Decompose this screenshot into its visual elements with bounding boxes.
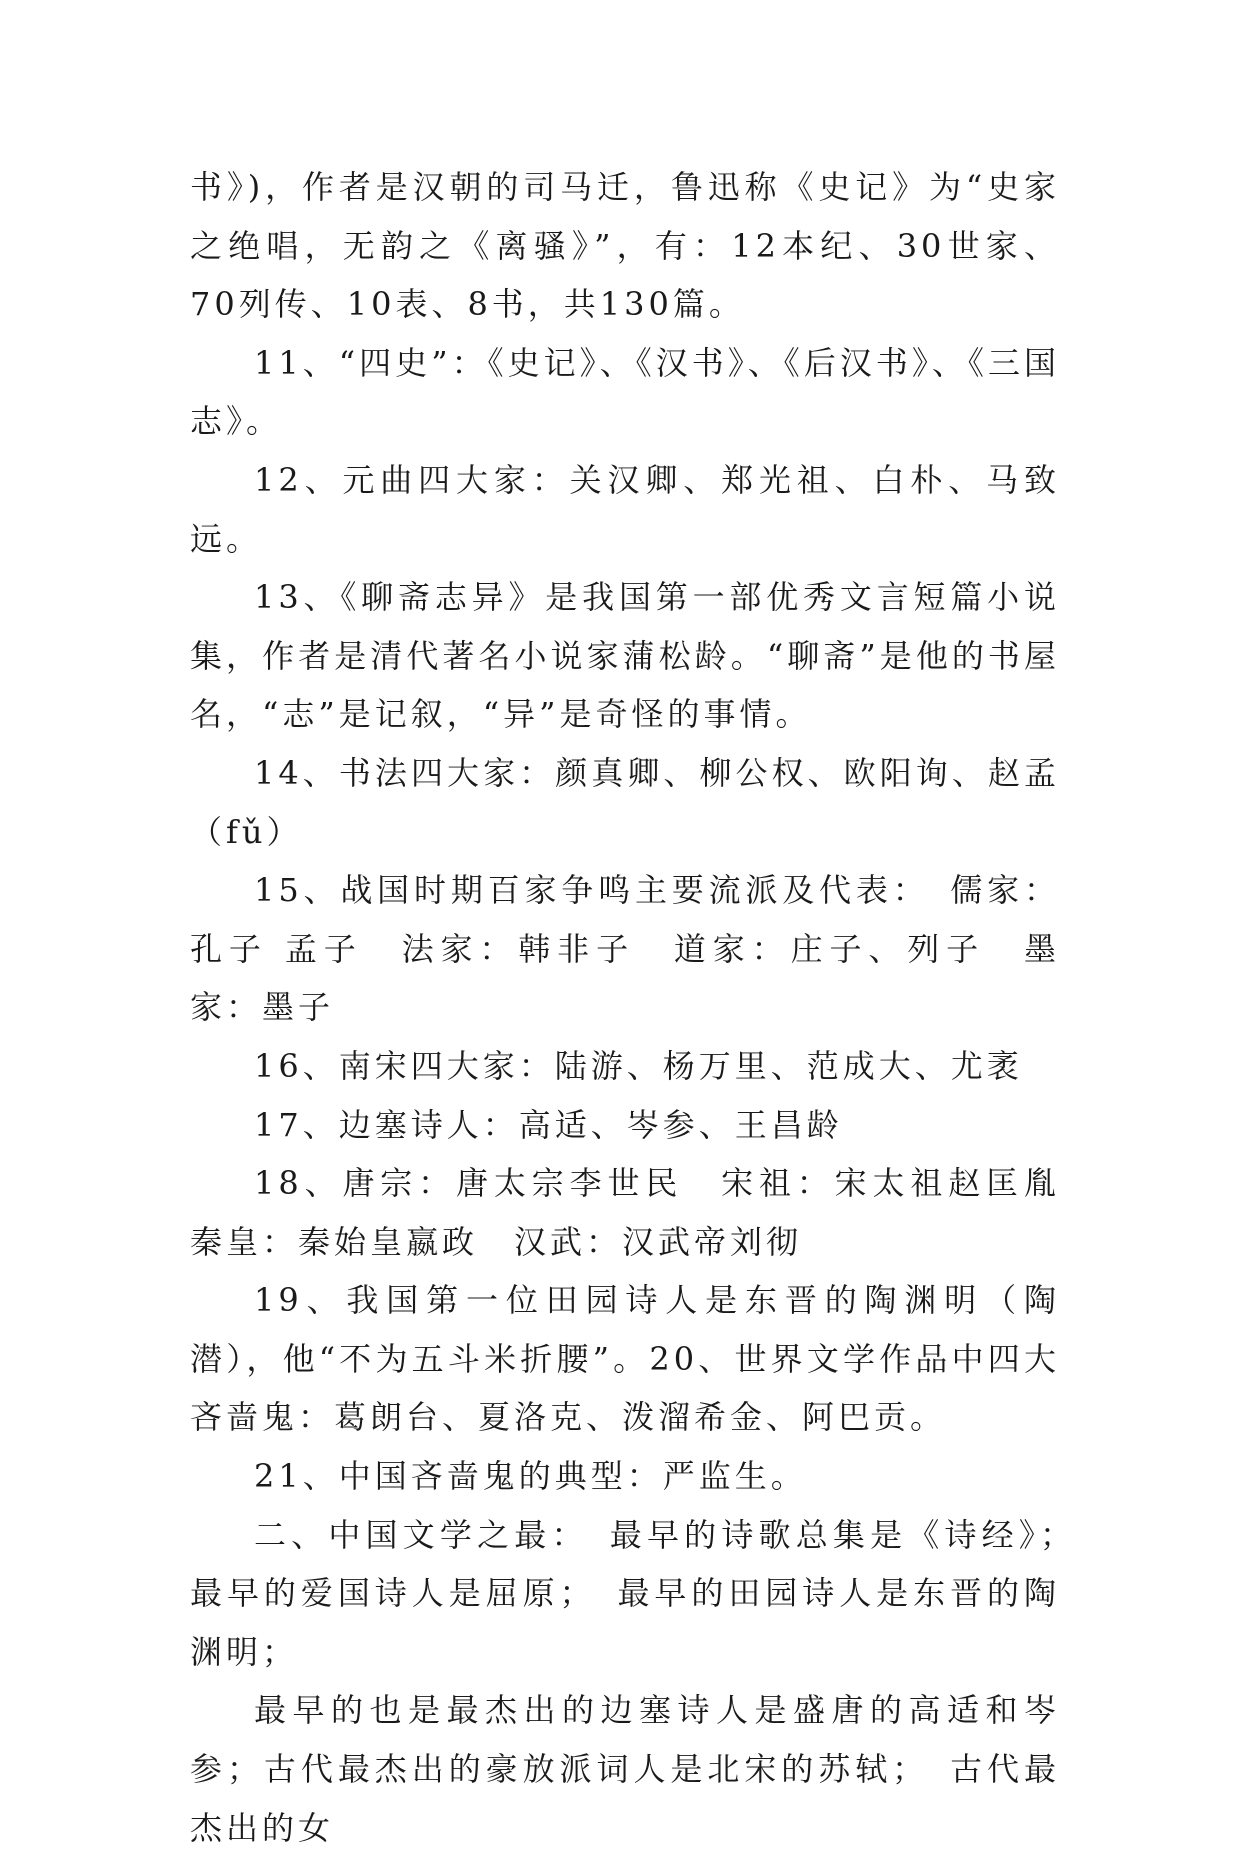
paragraph: 17、边塞诗人：高适、岑参、王昌龄 [254,1105,843,1144]
paragraph: 18、唐宗：唐太宗李世民 宋祖：宋太祖赵匡胤 秦皇：秦始皇嬴政 汉武：汉武帝刘彻 [190,1164,1097,1261]
paragraph: 二、中国文学之最： 最早的诗歌总集是《诗经》； 最早的爱国诗人是屈原； 最早的田园诗人是东晋的陶渊明； [190,1515,1097,1671]
paragraph: 15、战国时期百家争鸣主要流派及代表： 儒家：孔子 孟子 法家：韩非子 道家：庄子、列子 墨家：墨子 [190,871,1060,1027]
paragraph: 21、中国吝啬鬼的典型：严监生。 [254,1457,807,1496]
paragraph: 13、《聊斋志异》是我国第一部优秀文言短篇小说集，作者是清代著名小说家蒲松龄。“聊斋”是他的书屋名，“志”是记叙，“异”是奇怪的事情。 [190,578,1060,734]
paragraph: 11、“四史”：《史记》、《汉书》、《后汉书》、《三国志》。 [190,343,1060,441]
paragraph: 书》)，作者是汉朝的司马迁，鲁迅称《史记》为“史家之绝唱，无韵之《离骚》”，有：12本纪、30世家、70列传、10表、8书，共130篇。 [190,168,1060,324]
paragraph: 最早的也是最杰出的边塞诗人是盛唐的高适和岑参；古代最杰出的豪放派词人是北宋的苏轼； 古代最杰出的女 [190,1691,1060,1847]
paragraph: 19、我国第一位田园诗人是东晋的陶渊明（陶潜），他“不为五斗米折腰”。20、世界文学作品中四大吝啬鬼：葛朗台、夏洛克、泼溜希金、阿巴贡。 [190,1281,1060,1437]
paragraph: 14、书法四大家：颜真卿、柳公权、欧阳询、赵孟（fǔ） [190,753,1060,851]
paragraph: 12、元曲四大家：关汉卿、郑光祖、白朴、马致远。 [190,460,1060,558]
paragraph: 16、南宋四大家：陆游、杨万里、范成大、尤袤 [254,1046,1023,1085]
document-body [190,158,1097,1857]
